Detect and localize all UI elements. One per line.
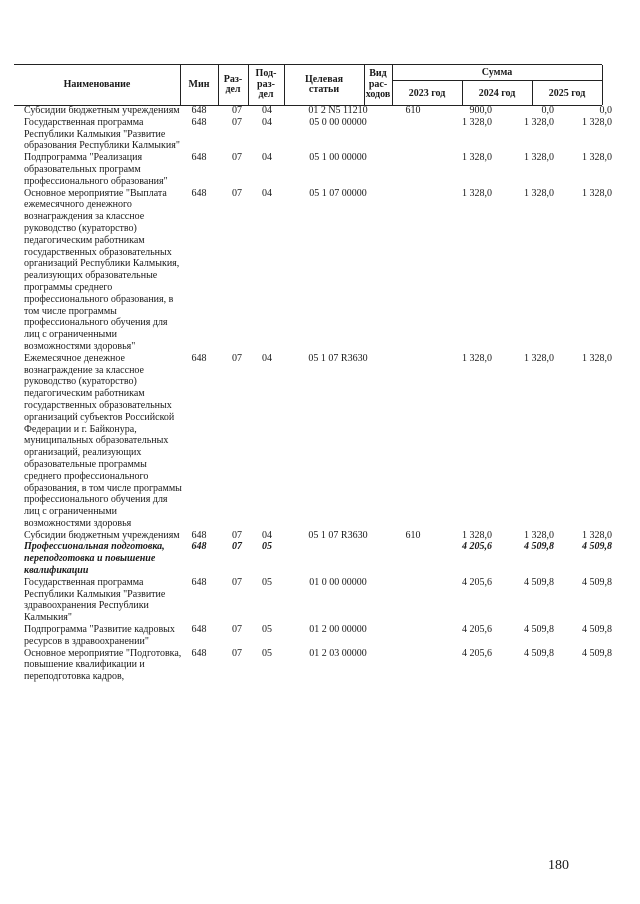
row-min: 648 bbox=[191, 352, 207, 364]
row-min: 648 bbox=[191, 624, 207, 636]
row-min: 648 bbox=[191, 529, 207, 541]
header-vr: Вид рас-ходов bbox=[365, 68, 391, 101]
row-2023: 1 328,0 bbox=[462, 529, 492, 541]
table-body bbox=[14, 105, 612, 683]
row-name: Подпрограмма "Развитие кадровых ресурсов в здравоохранении" bbox=[24, 624, 175, 647]
row-razdel: 07 bbox=[232, 529, 242, 541]
row-2023: 4 205,6 bbox=[462, 624, 492, 636]
row-2023: 900,0 bbox=[469, 105, 492, 116]
row-2025: 0,0 bbox=[599, 105, 612, 116]
row-2023: 1 328,0 bbox=[462, 187, 492, 199]
row-podrazdel: 04 bbox=[262, 187, 272, 199]
row-name: Субсидии бюджетным учреждениям bbox=[24, 529, 180, 541]
row-cs: 05 1 07 00000 bbox=[309, 187, 367, 199]
row-razdel: 07 bbox=[232, 105, 242, 116]
row-podrazdel: 04 bbox=[262, 529, 272, 541]
row-2025: 4 509,8 bbox=[582, 647, 612, 659]
row-min: 648 bbox=[191, 187, 207, 199]
row-name: Профессиональная подготовка, переподготовка и повышение квалификации bbox=[24, 541, 165, 577]
row-2023: 1 328,0 bbox=[462, 352, 492, 364]
row-2024: 0,0 bbox=[541, 105, 554, 116]
row-podrazdel: 04 bbox=[262, 152, 272, 164]
row-cs: 01 2 03 00000 bbox=[309, 647, 367, 659]
table-row bbox=[14, 352, 612, 530]
row-podrazdel: 05 bbox=[262, 647, 272, 659]
row-2025: 1 328,0 bbox=[582, 529, 612, 541]
row-razdel: 07 bbox=[232, 187, 242, 199]
row-min: 648 bbox=[191, 105, 207, 116]
row-2025: 4 509,8 bbox=[582, 576, 612, 588]
row-razdel: 07 bbox=[232, 152, 242, 164]
row-2024: 4 509,8 bbox=[524, 576, 554, 588]
row-podrazdel: 04 bbox=[262, 352, 272, 364]
page-number: 180 bbox=[548, 858, 569, 873]
table-row bbox=[14, 576, 612, 624]
row-2024: 1 328,0 bbox=[524, 116, 554, 128]
row-podrazdel: 05 bbox=[262, 541, 272, 553]
row-podrazdel: 05 bbox=[262, 576, 272, 588]
row-2023: 1 328,0 bbox=[462, 116, 492, 128]
table-row bbox=[14, 529, 612, 542]
table-row bbox=[14, 187, 612, 353]
row-2024: 1 328,0 bbox=[524, 152, 554, 164]
row-min: 648 bbox=[191, 647, 207, 659]
row-2025: 1 328,0 bbox=[582, 352, 612, 364]
row-name: Ежемесячное денежное вознаграждение за классное руководство (кураторство) педагогическим работникам государственных образовательных организаций субъектов Российской Федерации и г. Байконура, муниципальных образовательных организаций, реализующих образовательные программы среднего профессионального образования, в том числе программы профессионального обучения для лиц с ограниченными возможностями здоровья bbox=[24, 352, 182, 529]
row-cs: 05 1 07 R3630 bbox=[308, 529, 368, 541]
table-row bbox=[14, 152, 612, 187]
header-razdel: Раз-дел bbox=[223, 73, 243, 95]
row-cs: 05 1 00 00000 bbox=[309, 152, 367, 164]
row-razdel: 07 bbox=[232, 576, 242, 588]
row-podrazdel: 05 bbox=[262, 624, 272, 636]
row-name: Основное мероприятие "Выплата ежемесячного денежного вознаграждения за классное руководство (кураторство) педагогическим работникам государственных образовательных организаций Республики Калмыкия, реализующих образовательные программы среднего профессионального образования, в том числе программы профессионального обучения для лиц с ограниченными возможностями здоровья" bbox=[24, 187, 180, 352]
row-name: Основное мероприятие "Подготовка, повышение квалификации и переподготовка кадров, bbox=[24, 647, 182, 683]
row-2023: 4 205,6 bbox=[462, 576, 492, 588]
row-razdel: 07 bbox=[232, 647, 242, 659]
row-name: Субсидии бюджетным учреждениям bbox=[24, 105, 180, 116]
table-row bbox=[14, 647, 612, 683]
header-podrazdel: Под-раз-дел bbox=[255, 68, 277, 101]
row-cs: 05 0 00 00000 bbox=[309, 116, 367, 128]
row-razdel: 07 bbox=[232, 624, 242, 636]
row-name: Государственная программа Республики Калмыкия "Развитие образования Республики Калмыкия" bbox=[24, 116, 180, 152]
row-2024: 1 328,0 bbox=[524, 352, 554, 364]
row-2024: 4 509,8 bbox=[524, 541, 554, 553]
row-podrazdel: 04 bbox=[262, 105, 272, 116]
row-podrazdel: 04 bbox=[262, 116, 272, 128]
row-2023: 1 328,0 bbox=[462, 152, 492, 164]
row-2023: 4 205,6 bbox=[462, 647, 492, 659]
row-min: 648 bbox=[191, 576, 207, 588]
row-2024: 4 509,8 bbox=[524, 647, 554, 659]
row-2024: 1 328,0 bbox=[524, 529, 554, 541]
header-min: Мин bbox=[188, 78, 210, 90]
table-row bbox=[14, 116, 612, 152]
row-name: Государственная программа Республики Калмыкия "Развитие здравоохранения Республики Калмыкия" bbox=[24, 576, 166, 624]
row-vr: 610 bbox=[405, 529, 421, 541]
row-2024: 1 328,0 bbox=[524, 187, 554, 199]
table-row-section bbox=[14, 541, 612, 577]
row-2025: 4 509,8 bbox=[582, 541, 612, 553]
row-razdel: 07 bbox=[232, 116, 242, 128]
row-name: Подпрограмма "Реализация образовательных программ профессионального образования" bbox=[24, 152, 168, 187]
row-2024: 4 509,8 bbox=[524, 624, 554, 636]
row-cs: 05 1 07 R3630 bbox=[308, 352, 368, 364]
header-sum: Сумма bbox=[481, 67, 513, 78]
row-2025: 1 328,0 bbox=[582, 116, 612, 128]
header-name: Наименование bbox=[63, 78, 131, 90]
header-2023: 2023 год bbox=[408, 87, 446, 99]
row-cs: 01 2 00 00000 bbox=[309, 624, 367, 636]
row-cs: 01 0 00 00000 bbox=[309, 576, 367, 588]
row-razdel: 07 bbox=[232, 352, 242, 364]
row-min: 648 bbox=[191, 152, 207, 164]
row-cs: 01 2 N5 11210 bbox=[308, 105, 368, 116]
row-vr: 610 bbox=[405, 105, 421, 116]
row-razdel: 07 bbox=[232, 541, 242, 553]
header-cs: Целевая статьи bbox=[304, 73, 344, 95]
table-row bbox=[14, 105, 612, 117]
row-2023: 4 205,6 bbox=[462, 541, 492, 553]
row-2025: 1 328,0 bbox=[582, 187, 612, 199]
table-header bbox=[14, 64, 602, 106]
row-min: 648 bbox=[191, 541, 207, 553]
header-2025: 2025 год bbox=[548, 87, 586, 99]
row-2025: 1 328,0 bbox=[582, 152, 612, 164]
row-min: 648 bbox=[191, 116, 207, 128]
table-row bbox=[14, 624, 612, 648]
row-2025: 4 509,8 bbox=[582, 624, 612, 636]
header-2024: 2024 год bbox=[478, 87, 516, 99]
